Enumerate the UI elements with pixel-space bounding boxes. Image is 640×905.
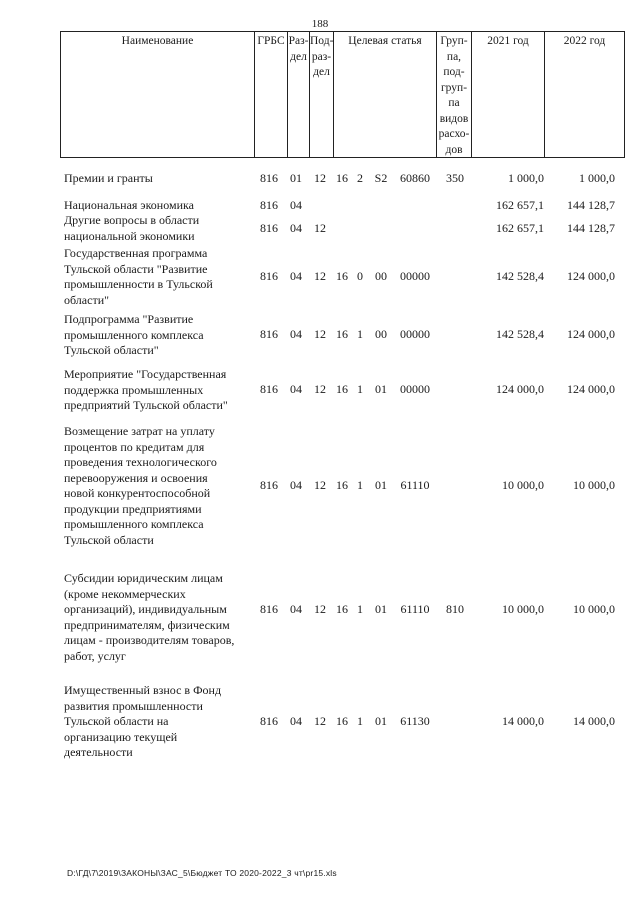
cell-razdel: 01 (290, 171, 302, 185)
cell-subprogram: 2 (357, 171, 363, 185)
cell-2021: 10 000,0 (502, 602, 544, 616)
header-group-line: па (448, 97, 460, 109)
cell-razdel: 04 (290, 221, 302, 235)
page-number: 188 (311, 18, 329, 30)
cell-2022: 14 000,0 (573, 714, 615, 728)
cell-grbs: 816 (260, 602, 278, 616)
row-name-line: Государственная программа (64, 246, 208, 260)
header-razdel-line: дел (290, 50, 307, 63)
row-name-line: предпринимателям, физическим (64, 617, 230, 632)
cell-program: 16 (336, 327, 348, 341)
header-target-article: Целевая статья (334, 32, 437, 157)
cell-podrazdel: 12 (314, 171, 326, 185)
row-name-line: предприятий Тульской области" (64, 398, 228, 412)
cell-2022: 144 128,7 (567, 198, 615, 212)
header-2022: 2022 год (563, 35, 606, 47)
cell-2022: 144 128,7 (567, 221, 615, 235)
header-group-line: Груп- (440, 35, 468, 47)
cell-subprogram: 1 (357, 478, 363, 492)
row-name-line: промышленности в Тульской (64, 277, 213, 291)
row-name (64, 571, 259, 664)
cell-event: 01 (375, 382, 387, 396)
cell-event: 01 (375, 714, 387, 728)
cell-direction: 00000 (400, 327, 430, 341)
cell-razdel: 04 (290, 714, 302, 728)
cell-subprogram: 1 (357, 714, 363, 728)
row-name-line: процентов по кредитам для (64, 439, 205, 454)
header-group-line: па, (446, 50, 462, 63)
cell-direction: 60860 (400, 171, 430, 185)
header-name: Наименование (61, 32, 255, 157)
cell-podrazdel: 12 (314, 714, 326, 728)
cell-grbs: 816 (260, 198, 278, 212)
cell-program: 16 (336, 269, 348, 283)
header-group-line: видов (439, 112, 469, 125)
cell-podrazdel: 12 (314, 478, 326, 492)
cell-grbs: 816 (260, 327, 278, 341)
row-name-line: Другие вопросы в области (64, 213, 200, 227)
cell-2022: 10 000,0 (573, 602, 615, 616)
cell-event: 00 (375, 327, 387, 341)
row-name-line: новой конкурентоспособной (64, 486, 211, 500)
row-name-line: Тульской области "Развитие (64, 261, 208, 276)
cell-grbs: 816 (260, 478, 278, 492)
row-name (64, 246, 259, 308)
cell-razdel: 04 (290, 382, 302, 396)
cell-event: 01 (375, 602, 387, 616)
row-name-line: промышленного комплекса (64, 327, 204, 342)
row-name (64, 312, 259, 359)
row-name-line: Подпрограмма "Развитие (64, 312, 194, 326)
row-name-line: организацию текущей (64, 729, 178, 744)
row-name-line: деятельности (64, 745, 133, 759)
row-name-line: Тульской области (64, 532, 154, 547)
cell-2021: 124 000,0 (496, 382, 544, 396)
row-name-line: Субсидии юридическим лицам (64, 571, 223, 585)
row-name-line: Национальная экономика (64, 198, 194, 212)
cell-razdel: 04 (290, 327, 302, 341)
cell-razdel: 04 (290, 198, 302, 212)
row-name-line: промышленного комплекса (64, 517, 204, 531)
header-group-line: дов (445, 143, 463, 156)
row-name-line: Тульской области на (64, 714, 169, 728)
cell-event: 01 (375, 478, 387, 492)
cell-podrazdel: 12 (314, 269, 326, 283)
cell-2021: 162 657,1 (496, 221, 544, 235)
cell-subprogram: 1 (357, 602, 363, 616)
row-name-line: Премии и гранты (64, 171, 153, 185)
cell-direction: 00000 (400, 382, 430, 396)
cell-grbs: 816 (260, 382, 278, 396)
cell-2021: 10 000,0 (502, 478, 544, 492)
row-name-line: лицам - производителям товаров, (64, 633, 235, 647)
cell-expense-group: 810 (446, 602, 464, 616)
cell-event: S2 (374, 171, 388, 185)
cell-event: 00 (375, 269, 387, 283)
header-group-line: груп- (440, 81, 468, 94)
header-podrazdel (310, 32, 334, 157)
cell-expense-group: 350 (446, 171, 464, 185)
cell-subprogram: 1 (357, 327, 363, 341)
cell-2021: 1 000,0 (508, 171, 544, 185)
row-name (64, 424, 259, 548)
header-2021: 2021 год (472, 32, 545, 157)
cell-program: 16 (336, 171, 348, 185)
header-podrazdel-line: раз- (311, 50, 332, 63)
row-name-line: продукции предприятиями (64, 501, 202, 516)
cell-2022: 124 000,0 (567, 269, 615, 283)
cell-2021: 162 657,1 (496, 198, 544, 212)
file-path-footer: D:\ГД\7\2019\ЗАКОНЫ\ЗАС_5\Бюджет ТО 2020-2022_3 чт\pr15.xls (67, 868, 337, 878)
row-name-line: Тульской области" (64, 343, 159, 357)
row-name-line: Мероприятие "Государственная (64, 367, 227, 381)
row-name-line: проведения технологического (64, 455, 217, 469)
row-name (64, 171, 259, 187)
cell-grbs: 816 (260, 171, 278, 185)
row-name-line: Имущественный взнос в Фонд (64, 683, 222, 697)
cell-razdel: 04 (290, 478, 302, 492)
row-name-line: поддержка промышленных (64, 382, 204, 397)
cell-podrazdel: 12 (314, 382, 326, 396)
cell-2021: 14 000,0 (502, 714, 544, 728)
cell-direction: 61110 (400, 602, 430, 616)
cell-direction: 00000 (400, 269, 430, 283)
header-group-line: расхо- (438, 128, 470, 140)
row-name (64, 198, 259, 214)
cell-program: 16 (336, 478, 348, 492)
row-name-line: развития промышленности (64, 698, 203, 713)
header-grbs: ГРБС (255, 32, 288, 157)
row-name (64, 213, 259, 244)
cell-2022: 124 000,0 (567, 327, 615, 341)
cell-subprogram: 0 (357, 269, 363, 283)
cell-program: 16 (336, 382, 348, 396)
cell-razdel: 04 (290, 602, 302, 616)
row-name-line: перевооружения и освоения (64, 470, 208, 485)
row-name-line: области" (64, 292, 110, 307)
cell-direction: 61110 (400, 478, 430, 492)
row-name-line: Возмещение затрат на уплату (64, 424, 215, 438)
header-podrazdel-line: дел (313, 66, 330, 78)
row-name-line: работ, услуг (64, 648, 126, 663)
cell-grbs: 816 (260, 714, 278, 728)
table-header (60, 31, 625, 158)
cell-grbs: 816 (260, 269, 278, 283)
cell-podrazdel: 12 (314, 327, 326, 341)
header-expense-group (437, 32, 472, 157)
cell-2021: 142 528,4 (496, 327, 544, 341)
cell-podrazdel: 12 (314, 602, 326, 616)
header-podrazdel-line: Под- (310, 35, 334, 47)
cell-program: 16 (336, 714, 348, 728)
cell-2021: 142 528,4 (496, 269, 544, 283)
header-group-line: под- (443, 66, 465, 78)
cell-2022: 124 000,0 (567, 382, 615, 396)
cell-program: 16 (336, 602, 348, 616)
header-razdel (288, 32, 310, 157)
cell-razdel: 04 (290, 269, 302, 283)
row-name (64, 683, 259, 761)
cell-subprogram: 1 (357, 382, 363, 396)
cell-grbs: 816 (260, 221, 278, 235)
row-name-line: (кроме некоммерческих (64, 586, 186, 601)
row-name-line: организаций), индивидуальным (64, 602, 227, 616)
header-razdel-line: Раз- (288, 35, 309, 47)
cell-2022: 10 000,0 (573, 478, 615, 492)
row-name (64, 367, 259, 414)
cell-2022: 1 000,0 (579, 171, 615, 185)
cell-podrazdel: 12 (314, 221, 326, 235)
row-name-line: национальной экономики (64, 228, 195, 243)
cell-direction: 61130 (400, 714, 430, 728)
